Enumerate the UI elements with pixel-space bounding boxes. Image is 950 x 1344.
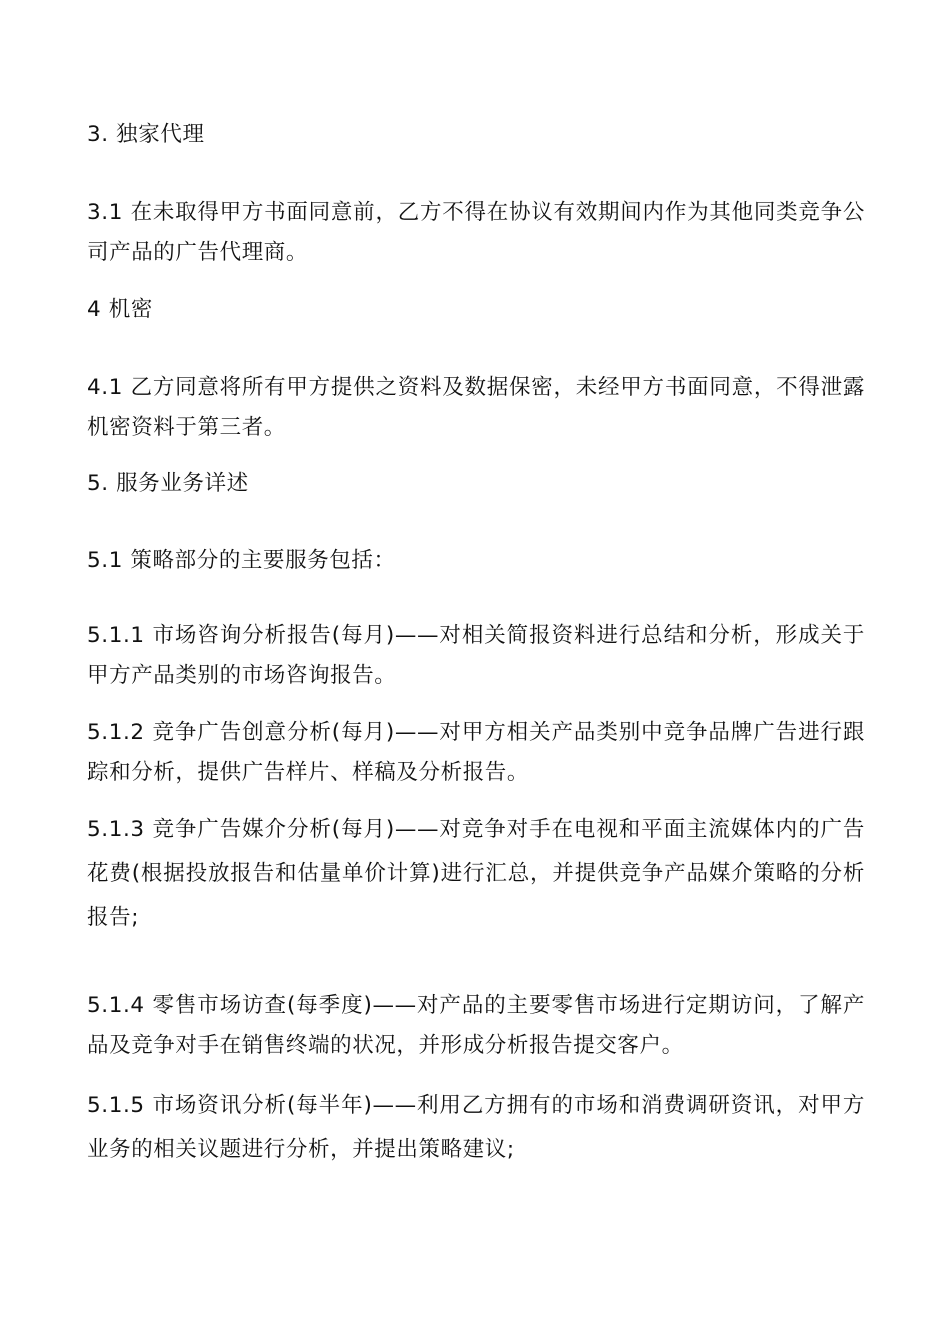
heading-confidentiality: 4 机密 (87, 297, 153, 322)
clause-5-1-1: 5.1.1 市场咨询分析报告(每月)——对相关简报资料进行总结和分析，形成关于甲方产品类别的市场咨询报告。 (87, 623, 865, 688)
heading-service-details: 5. 服务业务详述 (87, 471, 249, 496)
clause-5-1: 5.1 策略部分的主要服务包括： (87, 548, 396, 573)
heading-exclusive-agency: 3. 独家代理 (87, 122, 205, 147)
clause-5-1-5: 5.1.5 市场资讯分析(每半年)——利用乙方拥有的市场和消费调研资讯，对甲方业务的相关议题进行分析，并提出策略建议; (87, 1093, 865, 1162)
clause-5-1-4: 5.1.4 零售市场访查(每季度)——对产品的主要零售市场进行定期访问，了解产品及竞争对手在销售终端的状况，并形成分析报告提交客户。 (87, 993, 865, 1058)
clause-3-1: 3.1 在未取得甲方书面同意前，乙方不得在协议有效期间内作为其他同类竞争公司产品的广告代理商。 (87, 200, 865, 265)
clause-5-1-2: 5.1.2 竞争广告创意分析(每月)——对甲方相关产品类别中竞争品牌广告进行跟踪和分析，提供广告样片、样稿及分析报告。 (87, 720, 865, 785)
clause-4-1: 4.1 乙方同意将所有甲方提供之资料及数据保密，未经甲方书面同意，不得泄露机密资料于第三者。 (87, 375, 865, 440)
clause-5-1-3: 5.1.3 竞争广告媒介分析(每月)——对竞争对手在电视和平面主流媒体内的广告花费(根据投放报告和估量单价计算)进行汇总，并提供竞争产品媒介策略的分析报告; (87, 817, 865, 930)
